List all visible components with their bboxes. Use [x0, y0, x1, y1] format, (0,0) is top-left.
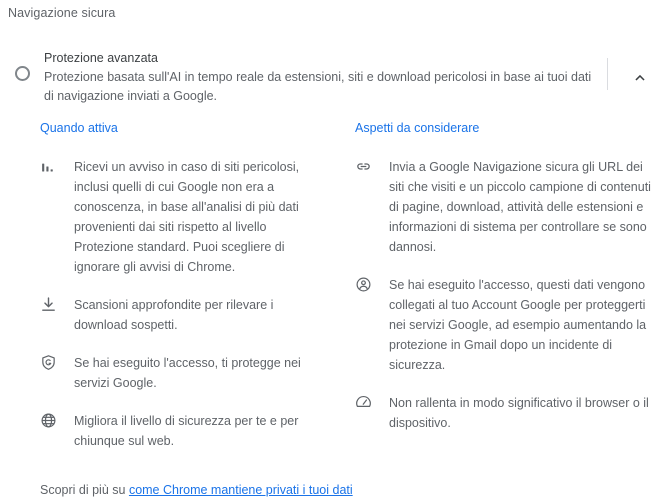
chevron-up-icon [633, 71, 647, 85]
list-item-text: Non rallenta in modo significativo il browser o il dispositivo. [389, 396, 649, 430]
list-item [40, 157, 345, 277]
list-item-text: Se hai eseguito l'accesso, questi dati vengono collegati al tuo Account Google per proteggerti nei servizi Google, ad esempio aumentando la protezione in Gmail dopo un incidente di sicurezza. [389, 278, 647, 372]
learn-more-prefix: Scopri di più su [40, 483, 129, 497]
radio-outer-circle [15, 66, 30, 81]
speedometer-icon [355, 393, 389, 411]
list-item-text: Ricevi un avviso in caso di siti pericolosi, inclusi quelli di cui Google non era a conoscenza, in base all'analisi di più dati provenienti dai siti rispetto al livello Protezione standard. Puoi scegliere di ignorare gli avvisi di Chrome. [74, 160, 300, 274]
list-item-text: Se hai eseguito l'accesso, ti protegge nei servizi Google. [74, 356, 301, 390]
list-item [40, 411, 345, 451]
account-circle-icon [355, 275, 389, 293]
list-item [355, 275, 663, 375]
list-item [40, 295, 345, 335]
option-title: Protezione avanzata [44, 51, 158, 65]
bar-chart-icon [40, 157, 74, 175]
option-text-block [44, 48, 604, 106]
column-considerations [345, 120, 663, 469]
column-heading-when-active: Quando attiva [40, 121, 118, 135]
column-heading-considerations: Aspetti da considerare [355, 121, 480, 135]
list-item [355, 393, 663, 433]
vertical-divider [607, 58, 608, 90]
list-item-text: Invia a Google Navigazione sicura gli URL dei siti che visiti e un piccolo campione di contenuti di pagine, download, attività delle estensioni e informazioni di sistema per controllare se sono dannosi. [389, 160, 651, 254]
list-item [355, 157, 663, 257]
privacy-learn-more-link[interactable]: come Chrome mantiene privati i tuoi dati [128, 483, 353, 497]
globe-icon [40, 411, 74, 429]
column-when-active [0, 120, 345, 469]
page-title: Navigazione sicura [8, 6, 116, 20]
list-item-text: Scansioni approfondite per rilevare i download sospetti. [74, 298, 274, 332]
list-item-text: Migliora il livello di sicurezza per te e per chiunque sul web. [74, 414, 299, 448]
enhanced-protection-option-row[interactable] [0, 48, 663, 106]
collapse-expand-button[interactable] [624, 62, 656, 94]
radio-button-enhanced-protection[interactable] [0, 48, 44, 81]
details-columns [0, 120, 663, 469]
link-icon [355, 157, 389, 175]
list-item [40, 353, 345, 393]
google-shield-icon [40, 353, 74, 371]
learn-more-line [40, 482, 353, 499]
option-description: Protezione basata sull'AI in tempo reale da estensioni, siti e download pericolosi in base ai tuoi dati di navigazione inviati a Google. [44, 70, 592, 103]
download-icon [40, 295, 74, 313]
